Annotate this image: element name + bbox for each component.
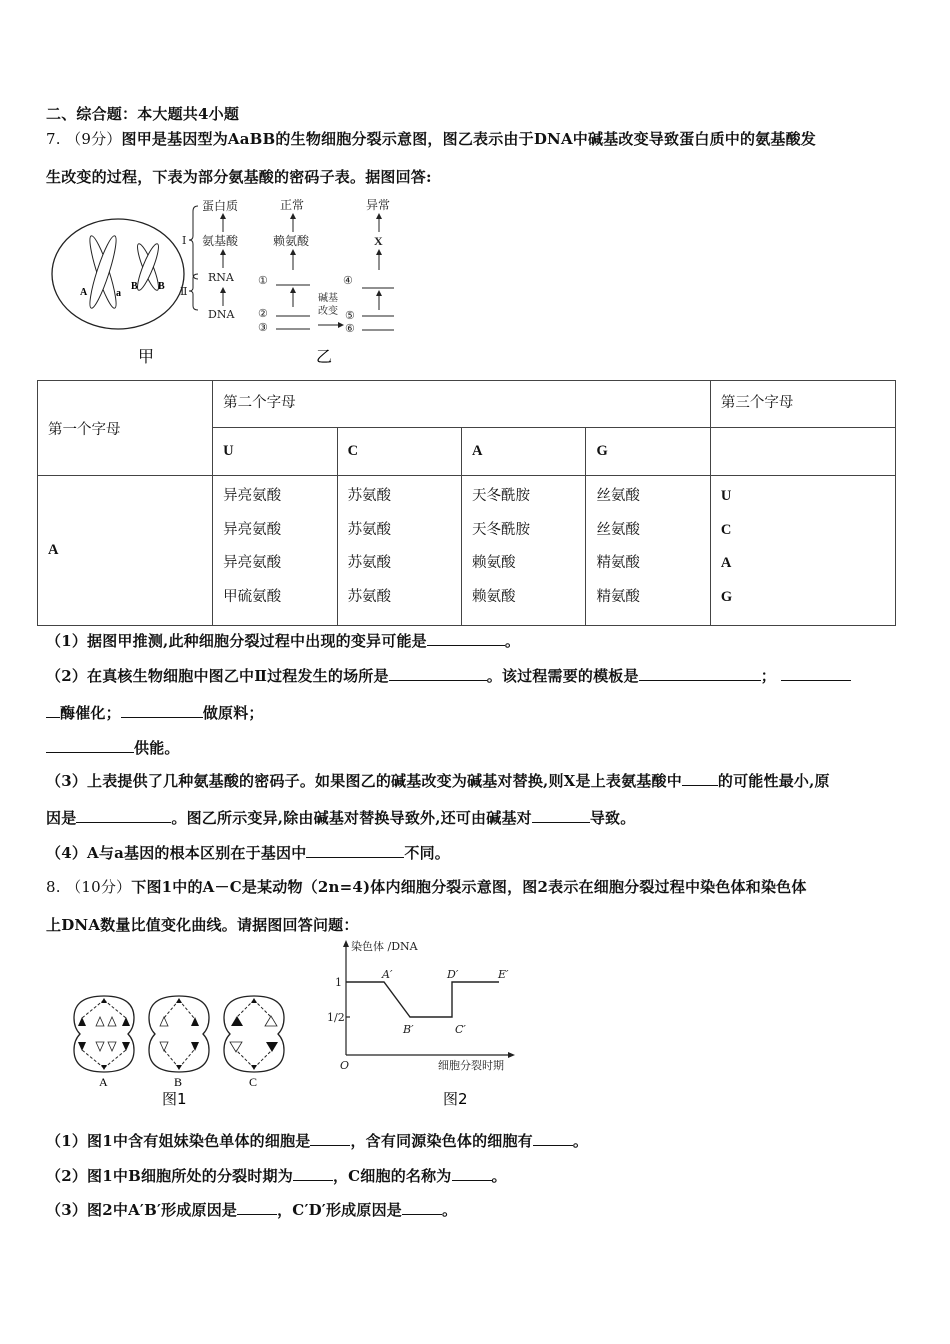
svg-text:Ⅱ: Ⅱ xyxy=(180,285,188,298)
answer-blank[interactable] xyxy=(427,631,505,646)
svg-text:赖氨酸: 赖氨酸 xyxy=(273,234,310,248)
svg-text:X: X xyxy=(374,234,383,248)
q7-sub2-line1: （2）在真核生物细胞中图乙中Ⅱ过程发生的场所是 。该过程需要的模板是 ； xyxy=(46,665,851,686)
svg-text:A′: A′ xyxy=(382,968,393,981)
svg-text:O: O xyxy=(340,1059,350,1072)
q8-sub1: （1）图1中含有姐妹染色单体的细胞是 ，含有同源染色体的细胞有 。 xyxy=(46,1132,589,1150)
svg-text:正常: 正常 xyxy=(280,198,305,212)
svg-text:A: A xyxy=(99,1075,108,1089)
first-letter-A: A xyxy=(38,476,213,626)
caption-yi: 乙 xyxy=(316,347,333,366)
svg-text:改变: 改变 xyxy=(318,306,338,317)
third-letters: U C A G xyxy=(710,476,895,626)
svg-text:DNA: DNA xyxy=(208,308,235,321)
column-U: 异亮氨酸 异亮氨酸 异亮氨酸 甲硫氨酸 xyxy=(213,476,337,626)
figure-2-chart xyxy=(325,938,535,1110)
svg-text:⑤: ⑤ xyxy=(345,309,355,322)
svg-text:a: a xyxy=(116,288,121,299)
second-letter-G: G xyxy=(586,428,710,476)
svg-text:C′: C′ xyxy=(455,1023,466,1036)
q7-number: 7. xyxy=(46,130,61,148)
svg-text:1: 1 xyxy=(335,976,342,989)
answer-blank[interactable] xyxy=(293,1166,333,1181)
q8-stem-line1: 8. （10分）下图1中的A－C是某动物（2n=4)体内细胞分裂示意图，图2表示在细胞分裂过程中染色体和染色体 xyxy=(46,878,807,896)
column-G: 丝氨酸 丝氨酸 精氨酸 精氨酸 xyxy=(586,476,710,626)
answer-blank[interactable] xyxy=(532,808,590,823)
q7-sub3-line1: （3）上表提供了几种氨基酸的密码子。如果图乙的碱基改变为碱基对替换,则X是上表氨基酸中 的可能性最小,原 xyxy=(46,772,830,790)
answer-blank[interactable] xyxy=(76,808,171,823)
chart-ylabel: 染色体 /DNA xyxy=(351,940,418,953)
svg-text:异常: 异常 xyxy=(366,198,391,212)
third-letter-header: 第三个字母 xyxy=(710,381,895,428)
svg-text:碱基: 碱基 xyxy=(318,293,338,304)
q7-sub4: （4）A与a基因的根本区别在于基因中 不同。 xyxy=(46,844,451,862)
second-letter-A: A xyxy=(462,428,586,476)
svg-text:Ⅰ: Ⅰ xyxy=(182,234,187,247)
q7-sub3-line2: 因是 。图乙所示变异,除由碱基对替换导致外,还可由碱基对 导致。 xyxy=(46,809,636,827)
q7-stem-line2: 生改变的过程，下表为部分氨基酸的密码子表。据图回答: xyxy=(46,168,432,186)
q7-sub1: （1）据图甲推测,此种细胞分裂过程中出现的变异可能是 。 xyxy=(46,632,521,650)
q7-sub2-line3: 供能。 xyxy=(46,737,180,758)
q8-sub2: （2）图1中B细胞所处的分裂时期为 ，C细胞的名称为 。 xyxy=(46,1167,507,1185)
answer-blank[interactable] xyxy=(237,1200,277,1215)
q7-stem-line1 xyxy=(46,128,816,149)
caption-jia: 甲 xyxy=(138,347,155,366)
q7-stem-text1: 图甲是基因型为AaBB的生物细胞分裂示意图，图乙表示由于DNA中碱基改变导致蛋白质中的氨基酸发 xyxy=(121,130,816,148)
answer-blank[interactable] xyxy=(452,1166,492,1181)
mutation-diagram-yi xyxy=(258,197,394,335)
svg-text:①: ① xyxy=(258,274,268,287)
answer-blank[interactable] xyxy=(121,703,203,718)
svg-text:②: ② xyxy=(258,307,268,320)
svg-text:④: ④ xyxy=(343,274,353,287)
answer-blank[interactable] xyxy=(533,1131,573,1146)
answer-blank[interactable] xyxy=(402,1200,442,1215)
second-letter-header: 第二个字母 xyxy=(213,381,711,428)
svg-text:B: B xyxy=(158,281,165,292)
answer-blank[interactable] xyxy=(310,1131,350,1146)
section-heading: 二、综合题：本大题共4小题 xyxy=(46,105,240,123)
column-A: 天冬酰胺 天冬酰胺 赖氨酸 赖氨酸 xyxy=(462,476,586,626)
svg-text:B: B xyxy=(131,281,138,292)
codon-table xyxy=(37,380,896,626)
answer-blank[interactable] xyxy=(46,703,60,718)
svg-text:⑥: ⑥ xyxy=(345,322,355,335)
column-C: 苏氨酸 苏氨酸 苏氨酸 苏氨酸 xyxy=(337,476,461,626)
answer-blank[interactable] xyxy=(682,771,718,786)
svg-text:B′: B′ xyxy=(403,1023,414,1036)
q8-sub3: （3）图2中A′B′形成原因是 ，C′D′形成原因是 。 xyxy=(46,1201,458,1219)
figure-1-cells xyxy=(66,990,286,1110)
answer-blank[interactable] xyxy=(781,666,851,681)
svg-text:E′: E′ xyxy=(498,968,509,981)
svg-text:B: B xyxy=(174,1075,183,1089)
central-dogma-flow xyxy=(180,198,239,321)
q7-sub2-line2: 酶催化； 做原料； xyxy=(46,702,264,723)
q8-number: 8. xyxy=(46,878,61,896)
first-letter-header: 第一个字母 xyxy=(38,381,213,476)
q8-score: （10分） xyxy=(66,878,132,896)
q7-score: （9分） xyxy=(66,130,122,148)
answer-blank[interactable] xyxy=(46,738,134,753)
cell-diagram-jia xyxy=(52,219,187,329)
second-letter-U: U xyxy=(213,428,337,476)
svg-text:氨基酸: 氨基酸 xyxy=(202,234,239,248)
caption-figure-1: 图1 xyxy=(162,1090,187,1108)
figure-jia-yi xyxy=(48,192,408,367)
svg-text:C: C xyxy=(249,1075,258,1089)
answer-blank[interactable] xyxy=(389,666,487,681)
svg-text:1/2: 1/2 xyxy=(327,1011,345,1024)
second-letter-C: C xyxy=(337,428,461,476)
answer-blank[interactable] xyxy=(639,666,761,681)
svg-text:蛋白质: 蛋白质 xyxy=(202,199,239,213)
caption-figure-2: 图2 xyxy=(443,1090,468,1108)
allele-A: A xyxy=(80,287,88,298)
svg-text:RNA: RNA xyxy=(208,271,234,284)
svg-text:③: ③ xyxy=(258,321,268,334)
q8-stem-line2: 上DNA数量比值变化曲线。请据图回答问题： xyxy=(46,916,359,934)
answer-blank[interactable] xyxy=(306,843,404,858)
chart-xlabel: 细胞分裂时期 xyxy=(438,1059,504,1072)
svg-text:D′: D′ xyxy=(447,968,459,981)
